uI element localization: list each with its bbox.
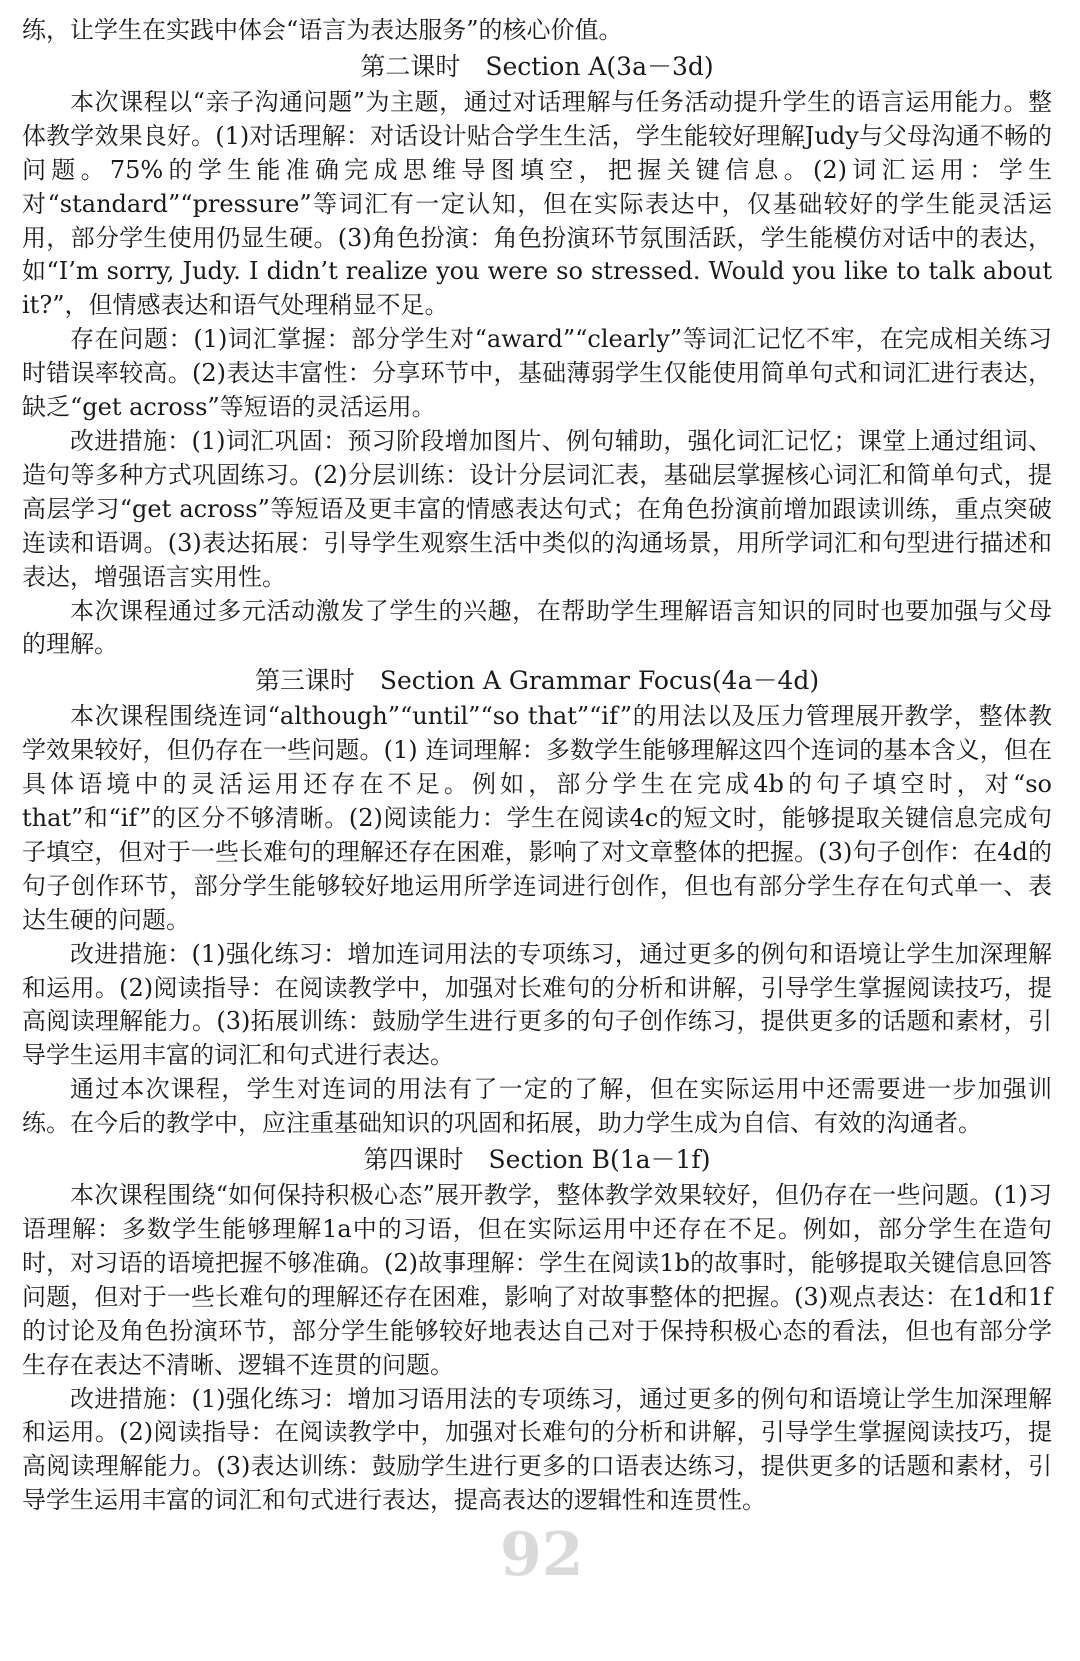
paragraph: 通过本次课程，学生对连词的用法有了一定的了解，但在实际运用中还需要进一步加强训练。在今后的教学中，应注重基础知识的巩固和拓展，助力学生成为自信、有效的沟通者。: [22, 1075, 1052, 1138]
section-heading-lesson-4: 第四课时 Section B(1a－1f): [363, 1145, 711, 1175]
paragraph: 本次课程围绕“如何保持积极心态”展开教学，整体教学效果较好，但仍存在一些问题。(1)习语理解：多数学生能够理解1a中的习语，但在实际运用中还存在不足。例如，部分学生在造句时，对习语的语境把握不够准确。(2)故事理解：学生在阅读1b的故事时，能够提取关键信息回答问题，但对于一些长难句的理解还存在困难，影响了对故事整体的把握。(3)观点表达：在1d和1f的讨论及角色扮演环节，部分学生能够较好地表达自己对于保持积极心态的看法，但也有部分学生存在表达不清晰、逻辑不连贯的问题。: [22, 1181, 1052, 1379]
paragraph: 本次课程通过多元活动激发了学生的兴趣，在帮助学生理解语言知识的同时也要加强与父母的理解。: [22, 596, 1052, 659]
intro-line: 练，让学生在实践中体会“语言为表达服务”的核心价值。: [22, 16, 623, 44]
paragraph: 改进措施：(1)强化练习：增加连词用法的专项练习，通过更多的例句和语境让学生加深理解和运用。(2)阅读指导：在阅读教学中，加强对长难句的分析和讲解，引导学生掌握阅读技巧，提高阅读理解能力。(3)拓展训练：鼓励学生进行更多的句子创作练习，提供更多的话题和素材，引导学生运用丰富的词汇和句式进行表达。: [22, 939, 1052, 1070]
paragraph: 本次课程以“亲子沟通问题”为主题，通过对话理解与任务活动提升学生的语言运用能力。整体教学效果良好。(1)对话理解：对话设计贴合学生生活，学生能较好理解Judy与父母沟通不畅的问题。75%的学生能准确完成思维导图填空，把握关键信息。(2)词汇运用：学生对“standard”“pressure”等词汇有一定认知，但在实际表达中，仅基础较好的学生能灵活运用，部分学生使用仍显生硬。(3)角色扮演：角色扮演环节氛围活跃，学生能模仿对话中的表达，如“I’m sorry, Judy. I didn’t realize you were so stressed. Would you like to talk about it?”，但情感表达和语气处理稍显不足。: [22, 87, 1052, 320]
paragraph: 存在问题：(1)词汇掌握：部分学生对“award”“clearly”等词汇记忆不牢，在完成相关练习时错误率较高。(2)表达丰富性：分享环节中，基础薄弱学生仅能使用简单句式和词汇进行表达，缺乏“get across”等短语的灵活运用。: [22, 325, 1052, 422]
section-heading-lesson-3: 第三课时 Section A Grammar Focus(4a－4d): [254, 666, 820, 696]
page-number-watermark: 92: [500, 1520, 584, 1590]
paragraph: 本次课程围绕连词“although”“until”“so that”“if”的用法以及压力管理展开教学，整体教学效果较好，但仍存在一些问题。(1) 连词理解：多数学生能够理解这四个连词的基本含义，但在具体语境中的灵活运用还存在不足。例如，部分学生在完成4b的句子填空时，对“so that”和“if”的区分不够清晰。(2)阅读能力：学生在阅读4c的短文时，能够提取关键信息完成句子填空，但对于一些长难句的理解还存在困难，影响了对文章整体的把握。(3)句子创作：在4d的句子创作环节，部分学生能够较好地运用所学连词进行创作，但也有部分学生存在句式单一、表达生硬的问题。: [22, 702, 1052, 934]
paragraph: 改进措施：(1)词汇巩固：预习阶段增加图片、例句辅助，强化词汇记忆；课堂上通过组词、造句等多种方式巩固练习。(2)分层训练：设计分层词汇表，基础层掌握核心词汇和简单句式，提高层学习“get across”等短语及更丰富的情感表达句式；在角色扮演前增加跟读训练，重点突破连读和语调。(3)表达拓展：引导学生观察生活中类似的沟通场景，用所学词汇和句型进行描述和表达，增强语言实用性。: [22, 426, 1052, 591]
paragraph: 改进措施：(1)强化练习：增加习语用法的专项练习，通过更多的例句和语境让学生加深理解和运用。(2)阅读指导：在阅读教学中，加强对长难句的分析和讲解，引导学生掌握阅读技巧，提高阅读理解能力。(3)表达训练：鼓励学生进行更多的口语表达练习，提供更多的话题和素材，引导学生运用丰富的词汇和句式进行表达，提高表达的逻辑性和连贯性。: [22, 1384, 1052, 1515]
section-heading-lesson-2: 第二课时 Section A(3a－3d): [360, 51, 714, 81]
document-page: [22, 14, 1052, 1518]
